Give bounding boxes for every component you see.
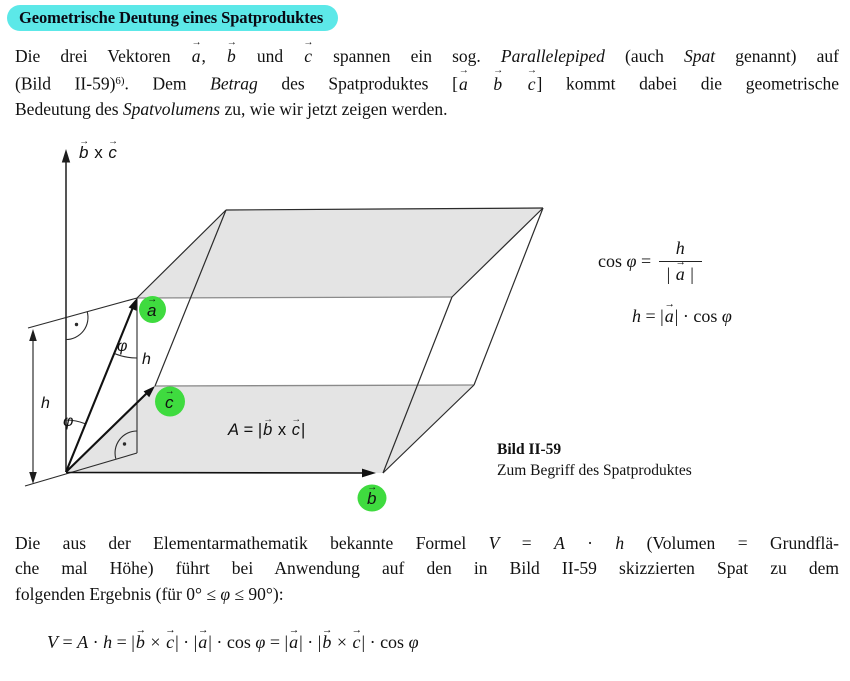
- intro-line-2: (Bild II-59)$^{6)}$. Dem Betrag des Spatproduktes [a → b → c →] kommt dabei die geometrische: [15, 69, 839, 97]
- right-angle-axis-dot: [75, 323, 78, 326]
- body-paragraph: [15, 531, 839, 607]
- vector-c-label: c →: [164, 393, 175, 413]
- vector-a-label: a →: [146, 301, 157, 321]
- vector-b-label: b →: [366, 489, 377, 509]
- figure-bild-II-59: [0, 135, 850, 530]
- cos-phi-formula: [598, 238, 702, 285]
- height-inner-label: h: [142, 351, 151, 368]
- phi-lower-label: φ: [63, 413, 74, 430]
- axis-label-b-cross-c: b → x c →: [78, 143, 118, 163]
- axis-arrowhead-icon: [62, 149, 70, 163]
- fraction: [659, 238, 702, 285]
- fraction-numerator: h: [675, 238, 685, 258]
- body-line-2: che mal Höhe) führt bei Anwendung auf den in Bild II-59 skizzierten Spat zu dem: [15, 558, 839, 579]
- top-plane-trace-line: [28, 298, 137, 328]
- section-title-highlight: [7, 5, 338, 31]
- top-face: [137, 208, 543, 298]
- cos-phi-prefix: cos φ =: [598, 251, 656, 271]
- dim-arrow-up-icon: [29, 329, 37, 341]
- h-formula: h = | a → | · cos φ: [632, 306, 732, 327]
- intro-line-3: Bedeutung des Spatvolumens zu, wie wir jetzt zeigen werden.: [15, 99, 448, 120]
- intro-line-1: Die drei Vektoren a →, b → und c → spannen ein sog. Parallelepiped (auch Spat genannt) auf: [15, 44, 839, 69]
- dim-arrow-down-icon: [29, 472, 37, 484]
- body-line-3: folgenden Ergebnis (für 0° ≤ φ ≤ 90°):: [15, 583, 284, 604]
- figure-caption-text: Zum Begriff des Spatproduktes: [497, 462, 692, 479]
- volume-equation: V = A · h = |b → × c →| · |a →| · cos φ = |a →| · |b → × c →| · cos φ: [47, 632, 419, 653]
- figure-caption-number: Bild II-59: [497, 441, 562, 458]
- right-angle-foot-dot: [123, 442, 126, 445]
- fraction-denominator: | a → |: [659, 261, 702, 285]
- area-label: A = |b → x c →|: [228, 421, 305, 440]
- body-line-1: Die aus der Elementarmathematik bekannte Formel V = A · h (Volumen = Grundflä-: [15, 533, 839, 553]
- section-title: Geometrische Deutung eines Spatproduktes: [19, 8, 324, 27]
- height-dim-label: h: [41, 395, 50, 412]
- intro-paragraph: [15, 44, 839, 122]
- vector-b-arrow: [66, 473, 364, 474]
- phi-upper-label: φ: [117, 338, 128, 355]
